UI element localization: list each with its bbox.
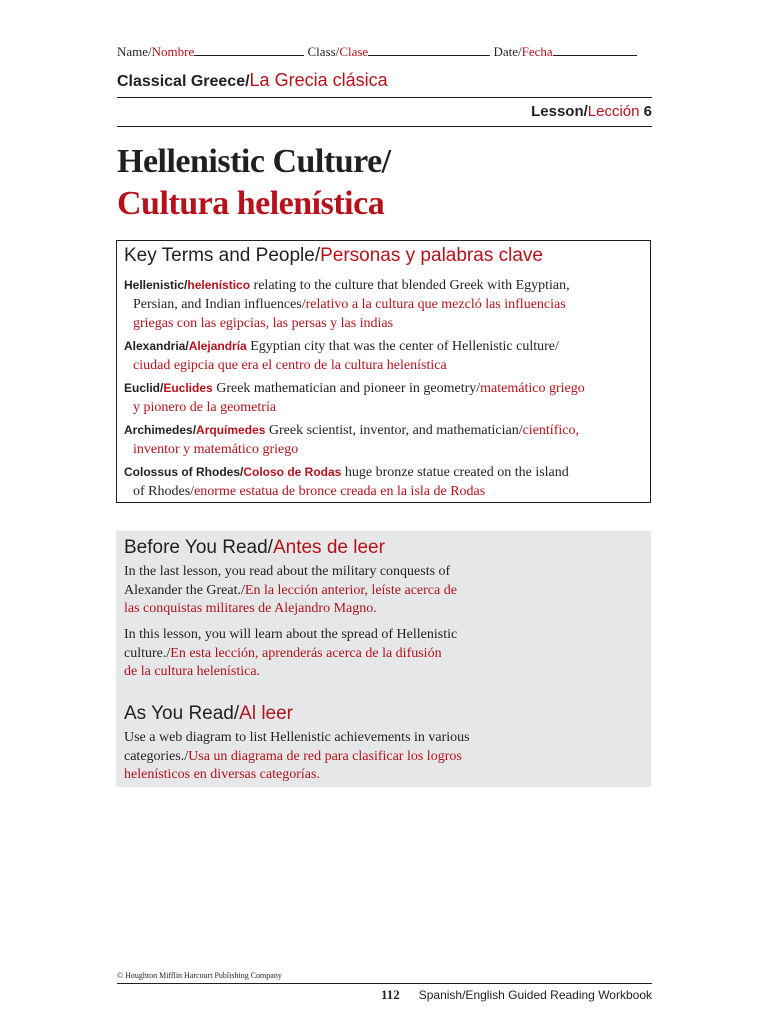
before-you-read-paragraph-2: In this lesson, you will learn about the spread of Hellenistic culture./En esta lección, aprenderás acerca de la difusión de la cultura helenística. bbox=[124, 627, 458, 679]
date-label: Date/Fecha bbox=[493, 44, 553, 59]
subject-heading: Classical Greece/La Grecia clásica bbox=[117, 70, 388, 90]
as-you-read-paragraph: Use a web diagram to list Hellenistic achievements in various categories./Usa un diagrama de red para clasificar los logros helenísticos en diversas categorías. bbox=[124, 730, 470, 782]
term-euclid: Euclid/Euclides Greek mathematician and pioneer in geometry/matemático griego y pionero de la geometría bbox=[124, 381, 585, 415]
name-label: Name/Nombre bbox=[117, 44, 195, 59]
lesson-label: Lesson/Lección 6 bbox=[531, 103, 652, 120]
class-field[interactable] bbox=[368, 44, 490, 56]
page-title-spanish: Cultura helenística bbox=[117, 185, 385, 222]
before-you-read-heading: Before You Read/Antes de leer bbox=[124, 537, 385, 558]
header-fields bbox=[117, 44, 637, 60]
term-alexandria: Alexandria/Alejandría Egyptian city that was the center of Hellenistic culture/ ciudad egipcia que era el centro de la cultura helenística bbox=[124, 339, 559, 373]
workbook-title: Spanish/English Guided Reading Workbook bbox=[418, 988, 652, 1002]
copyright-notice: © Houghton Mifflin Harcourt Publishing Company bbox=[117, 971, 282, 980]
as-you-read-heading: As You Read/Al leer bbox=[124, 703, 294, 724]
divider bbox=[117, 126, 652, 127]
date-field[interactable] bbox=[553, 44, 637, 56]
term-archimedes: Archimedes/Arquímedes Greek scientist, inventor, and mathematician/científico, inventor y matemático griego bbox=[124, 423, 579, 457]
divider bbox=[117, 97, 652, 98]
page-title: Hellenistic Culture/ bbox=[117, 143, 391, 180]
key-terms-heading: Key Terms and People/Personas y palabras clave bbox=[124, 245, 543, 266]
term-hellenistic: Hellenistic/helenístico relating to the culture that blended Greek with Egyptian, Persian, and Indian influences/relativo a la cultura que mezcló las influencias griegas con las egipcias, las persas y las indias bbox=[124, 278, 570, 331]
footer-divider bbox=[117, 983, 652, 984]
term-colossus-of-rhodes: Colossus of Rhodes/Coloso de Rodas huge bronze statue created on the island of Rhodes/enorme estatua de bronce creada en la isla de Rodas bbox=[124, 465, 569, 499]
page-number: 112 bbox=[381, 987, 400, 1002]
before-you-read-paragraph-1: In the last lesson, you read about the military conquests of Alexander the Great./En la lección anterior, leíste acerca de las conquistas militares de Alejandro Magno. bbox=[124, 564, 457, 616]
name-field[interactable] bbox=[194, 44, 304, 56]
class-label: Class/Clase bbox=[307, 44, 369, 59]
